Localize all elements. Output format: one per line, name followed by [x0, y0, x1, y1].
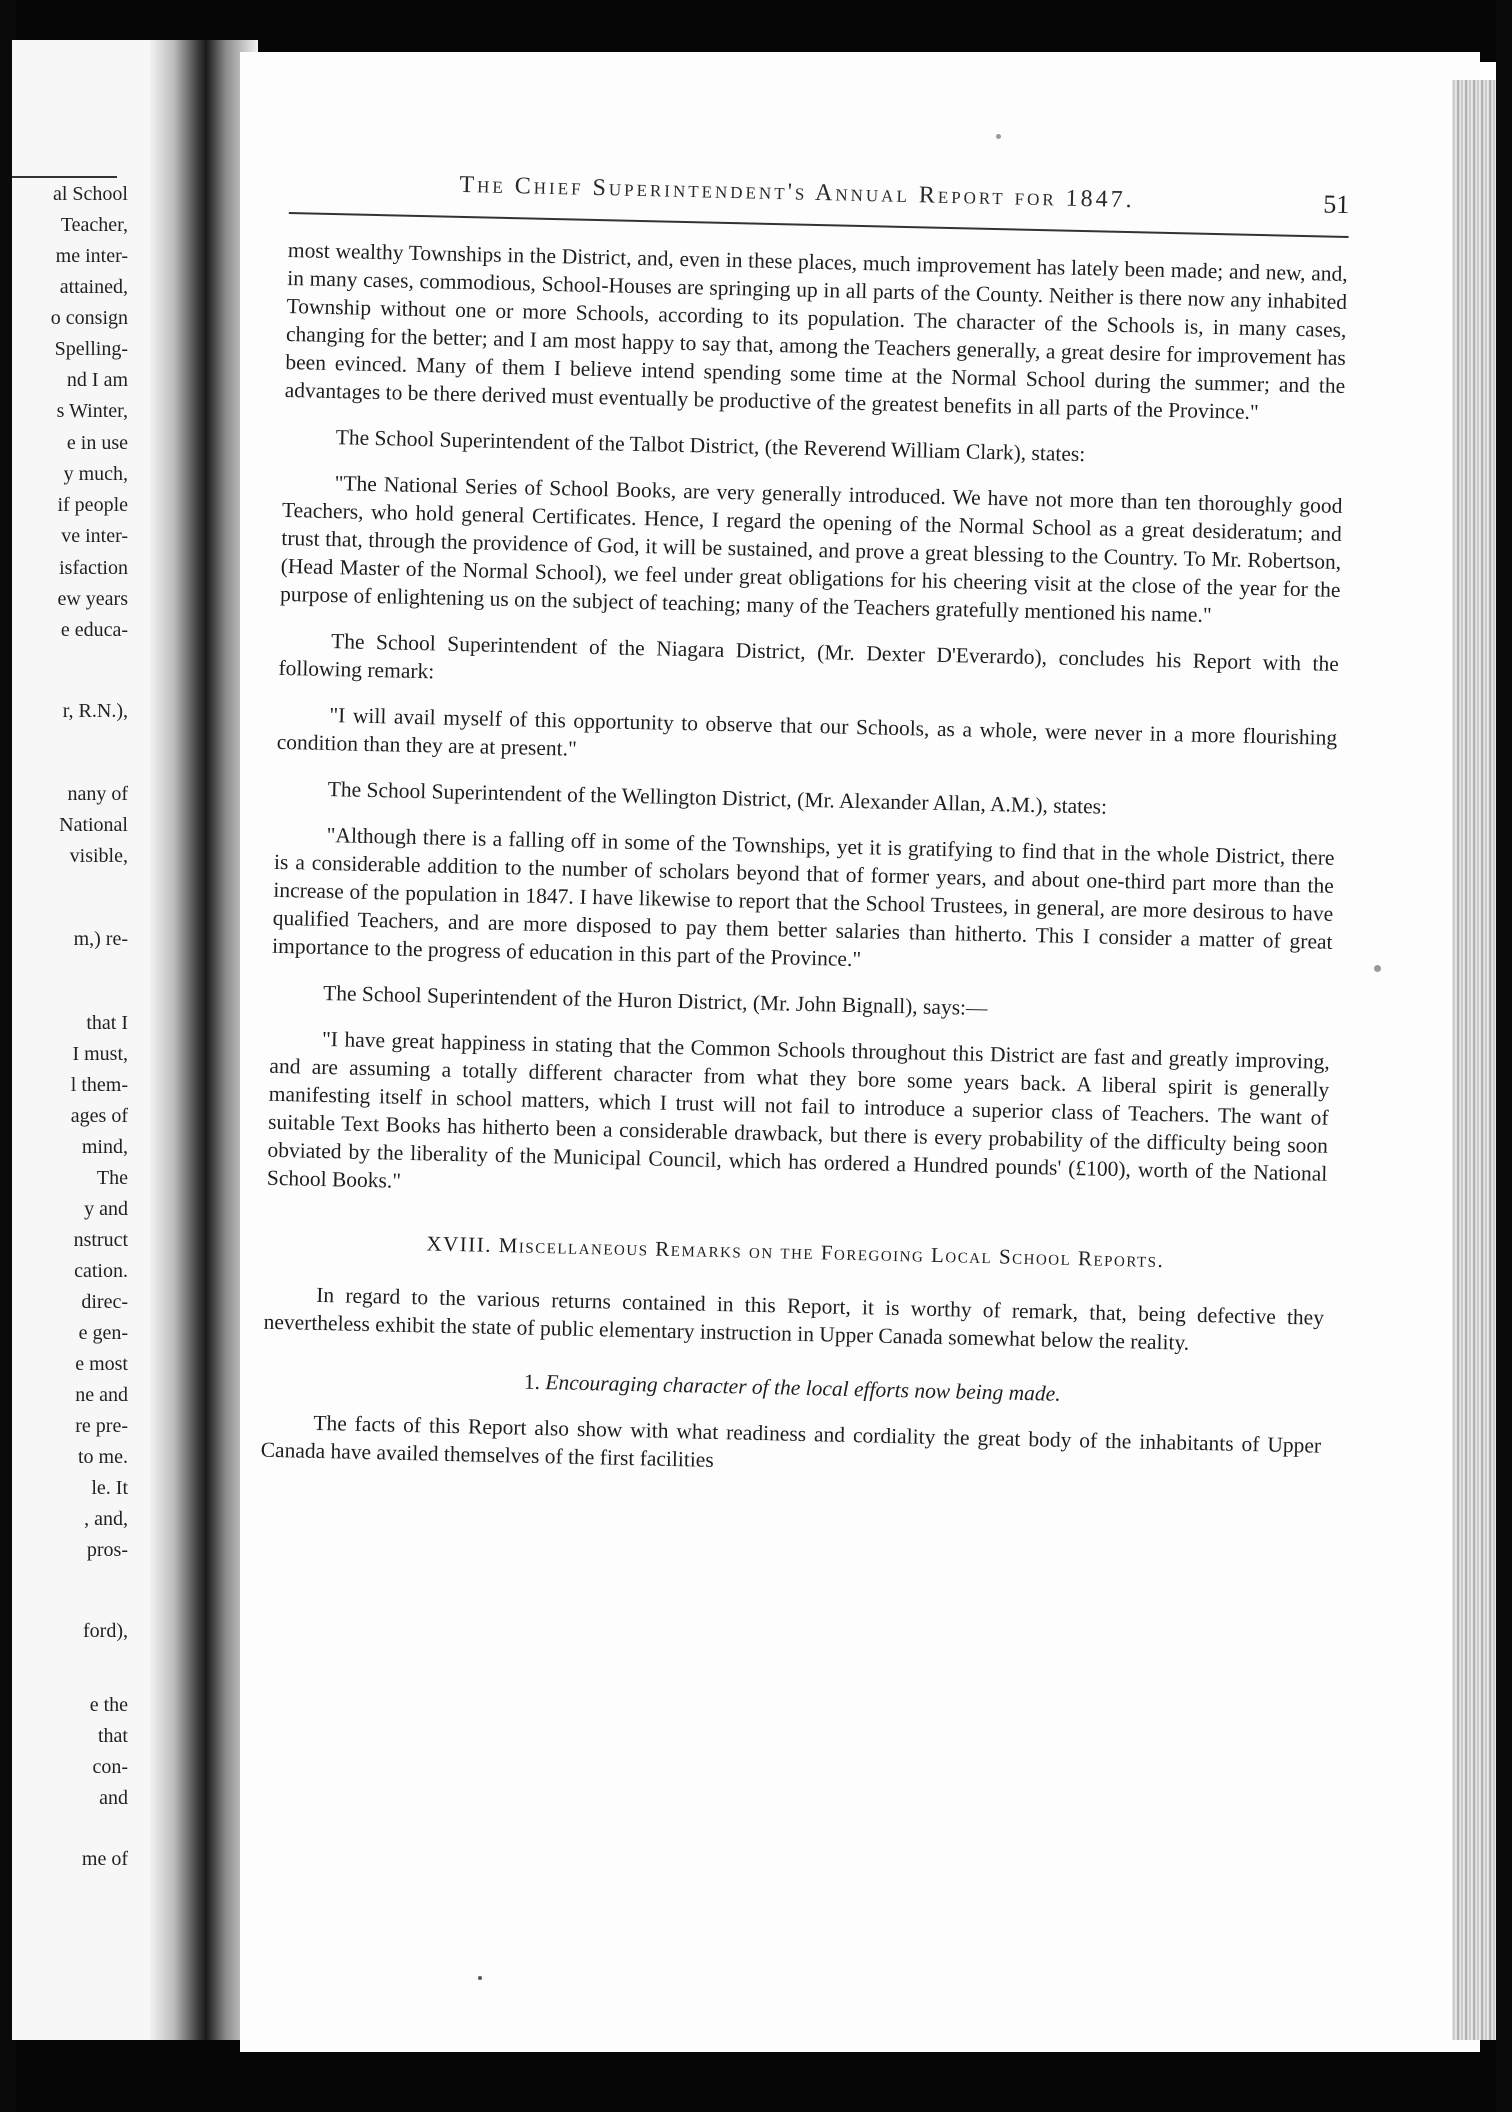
left-page-line: me inter- — [55, 245, 128, 267]
left-page-line: nd I am — [66, 369, 128, 391]
left-page-line: and — [99, 1787, 128, 1809]
left-page-line: ford), — [83, 1620, 128, 1642]
left-page-line: o consign — [50, 307, 128, 329]
left-page-line: s Winter, — [56, 400, 128, 422]
body-text — [260, 236, 1348, 1488]
left-page-line: ew years — [57, 588, 128, 610]
left-page-line: con- — [92, 1756, 128, 1778]
left-page-rule — [12, 176, 117, 178]
paragraph: In regard to the various returns contained in this Report, it is worthy of remark, that, being defective they nevertheless exhibit the state of public elementary instruction in Upper Canada somewhat below the reality. — [263, 1282, 1325, 1355]
left-page-line: e most — [75, 1353, 128, 1375]
left-page-line: attained, — [59, 276, 128, 298]
paragraph: The School Superintendent of the Huron District, (Mr. John Bignall), says:— — [322, 980, 988, 1021]
left-page-line: pros- — [86, 1539, 128, 1561]
paragraph: The School Superintendent of the Wellington District, (Mr. Alexander Allan, A.M.), states: — [327, 777, 1108, 819]
left-page-line: le. It — [91, 1477, 128, 1499]
left-page-line: visible, — [69, 845, 128, 867]
paragraph: The School Superintendent of the Talbot District, (the Reverend William Clark), states: — [335, 425, 1086, 467]
quote-paragraph: "Although there is a falling off in some of the Townships, yet it is gratifying to find that in the whole District, there is a considerable addition to the number of scholars beyond that of former years, and about one-third part more than the increase of the population in 1847. I have likewise to report that the School Trustees, in general, are more desirous to have qualified Teachers, and are more disposed to pay them better salaries than hitherto. This I consider a matter of great importance to the progress of education in this part of the Province." — [271, 823, 1335, 972]
subheading — [262, 1362, 1322, 1414]
page-content — [260, 160, 1350, 1506]
paragraph: The facts of this Report also show with what readiness and cordiality the great body of the inhabitants of Upper Canada have availed themselves of the first facilities — [260, 1410, 1322, 1472]
left-page-line: Spelling- — [54, 338, 128, 360]
quote-paragraph: "The National Series of School Books, are very generally introduced. We have not more than ten thoroughly good Teachers, who hold general Certificates. Hence, I regard the opening of the Normal School as a great desideratum; and trust that, through the providence of God, it will be sustained, and prove a great blessing to the Country. To Mr. Robertson, (Head Master of the Normal School), we feel under great obligations for his cheering visit at the close of the year for the purpose of enlightening us on the subject of teaching; many of the Teachers gratefully mentioned his name." — [279, 471, 1343, 628]
left-page-line: if people — [57, 494, 128, 516]
left-page-line: I must, — [72, 1043, 128, 1065]
left-page-line: to me. — [78, 1446, 128, 1468]
background-right — [1496, 0, 1512, 2112]
left-page-line: e the — [89, 1694, 128, 1716]
left-page-line: The — [96, 1167, 128, 1189]
left-page-line: al School — [53, 183, 128, 205]
left-page-line: nstruct — [73, 1229, 128, 1251]
left-page-line: e gen- — [78, 1322, 128, 1344]
section-title: XVIII. Miscellaneous Remarks on the Foregoing Local School Reports. — [426, 1231, 1165, 1273]
left-page-line: e in use — [66, 432, 128, 454]
left-page-line: ages of — [70, 1105, 128, 1127]
left-page-line: , and, — [84, 1508, 128, 1530]
left-page-line: e educa- — [60, 619, 128, 641]
left-page-line: mind, — [81, 1136, 128, 1158]
left-page-line: y much, — [63, 463, 128, 485]
left-page-line: m,) re- — [73, 928, 128, 950]
left-page-line: nany of — [67, 783, 128, 805]
paragraph: most wealthy Townships in the District, and, even in these places, much improvement has lately been made; and new, and, in many cases, commodious, School-Houses are springing up in all parts of the County. Neither is there now any inhabited Township without one or more Schools, according to its population. The character of the Schools is, in many cases, changing for the better; and I am most happy to say that, among the Teachers generally, a great desire for improvement has been evinced. Many of them I believe intend spending some time at the Normal School during the summer; and the advantages to be there derived must eventually be productive of the greatest benefits in all parts of the Province." — [284, 237, 1348, 425]
scan-speck — [1374, 965, 1381, 972]
left-page-line: cation. — [74, 1260, 128, 1282]
page-edges — [1452, 80, 1496, 2040]
scan-speck — [478, 1976, 482, 1980]
subheading-number: 1. — [523, 1369, 541, 1394]
left-page-line: direc- — [81, 1291, 128, 1313]
left-page-line: re pre- — [75, 1415, 128, 1437]
left-page-line: ve inter- — [61, 525, 128, 547]
left-page-line: ne and — [75, 1384, 128, 1406]
page-number: 51 — [1322, 189, 1350, 220]
left-page-line: me of — [81, 1848, 128, 1870]
left-page-line: that — [98, 1725, 128, 1747]
left-page-line: National — [59, 814, 128, 836]
left-page-line: y and — [84, 1198, 128, 1220]
subheading-text: Encouraging character of the local efforts now being made. — [545, 1370, 1061, 1406]
scan-speck — [996, 134, 1001, 139]
left-page-line: that I — [86, 1012, 128, 1034]
quote-paragraph: "I have great happiness in stating that the Common Schools throughout this District are fast and greatly improving, and are assuming a totally different character from what they bore some years back. A liberal spirit is generally manifesting itself in school matters, which I trust will not fail to introduce a superior class of Teachers. The want of suitable Text Books has hitherto been a considerable drawback, but there is every probability of the difficulty being soon obviated by the liberality of the Municipal Council, which has ordered a Hundred pounds' (£100), worth of the National School Books." — [266, 1026, 1331, 1193]
running-head: The Chief Superintendent's Annual Report for 1847. — [459, 171, 1135, 214]
left-page-line: l them- — [70, 1074, 128, 1096]
left-page-line: Teacher, — [60, 214, 128, 236]
paragraph: The School Superintendent of the Niagara District, (Mr. Dexter D'Everardo), concludes his Report with the following remark: — [278, 629, 1340, 684]
left-page-line: isfaction — [59, 557, 128, 579]
left-page-line: r, R.N.), — [62, 700, 128, 722]
quote-paragraph: "I will avail myself of this opportunity to observe that our Schools, as a whole, were never in a more flourishing condition than they are at present." — [276, 703, 1338, 761]
